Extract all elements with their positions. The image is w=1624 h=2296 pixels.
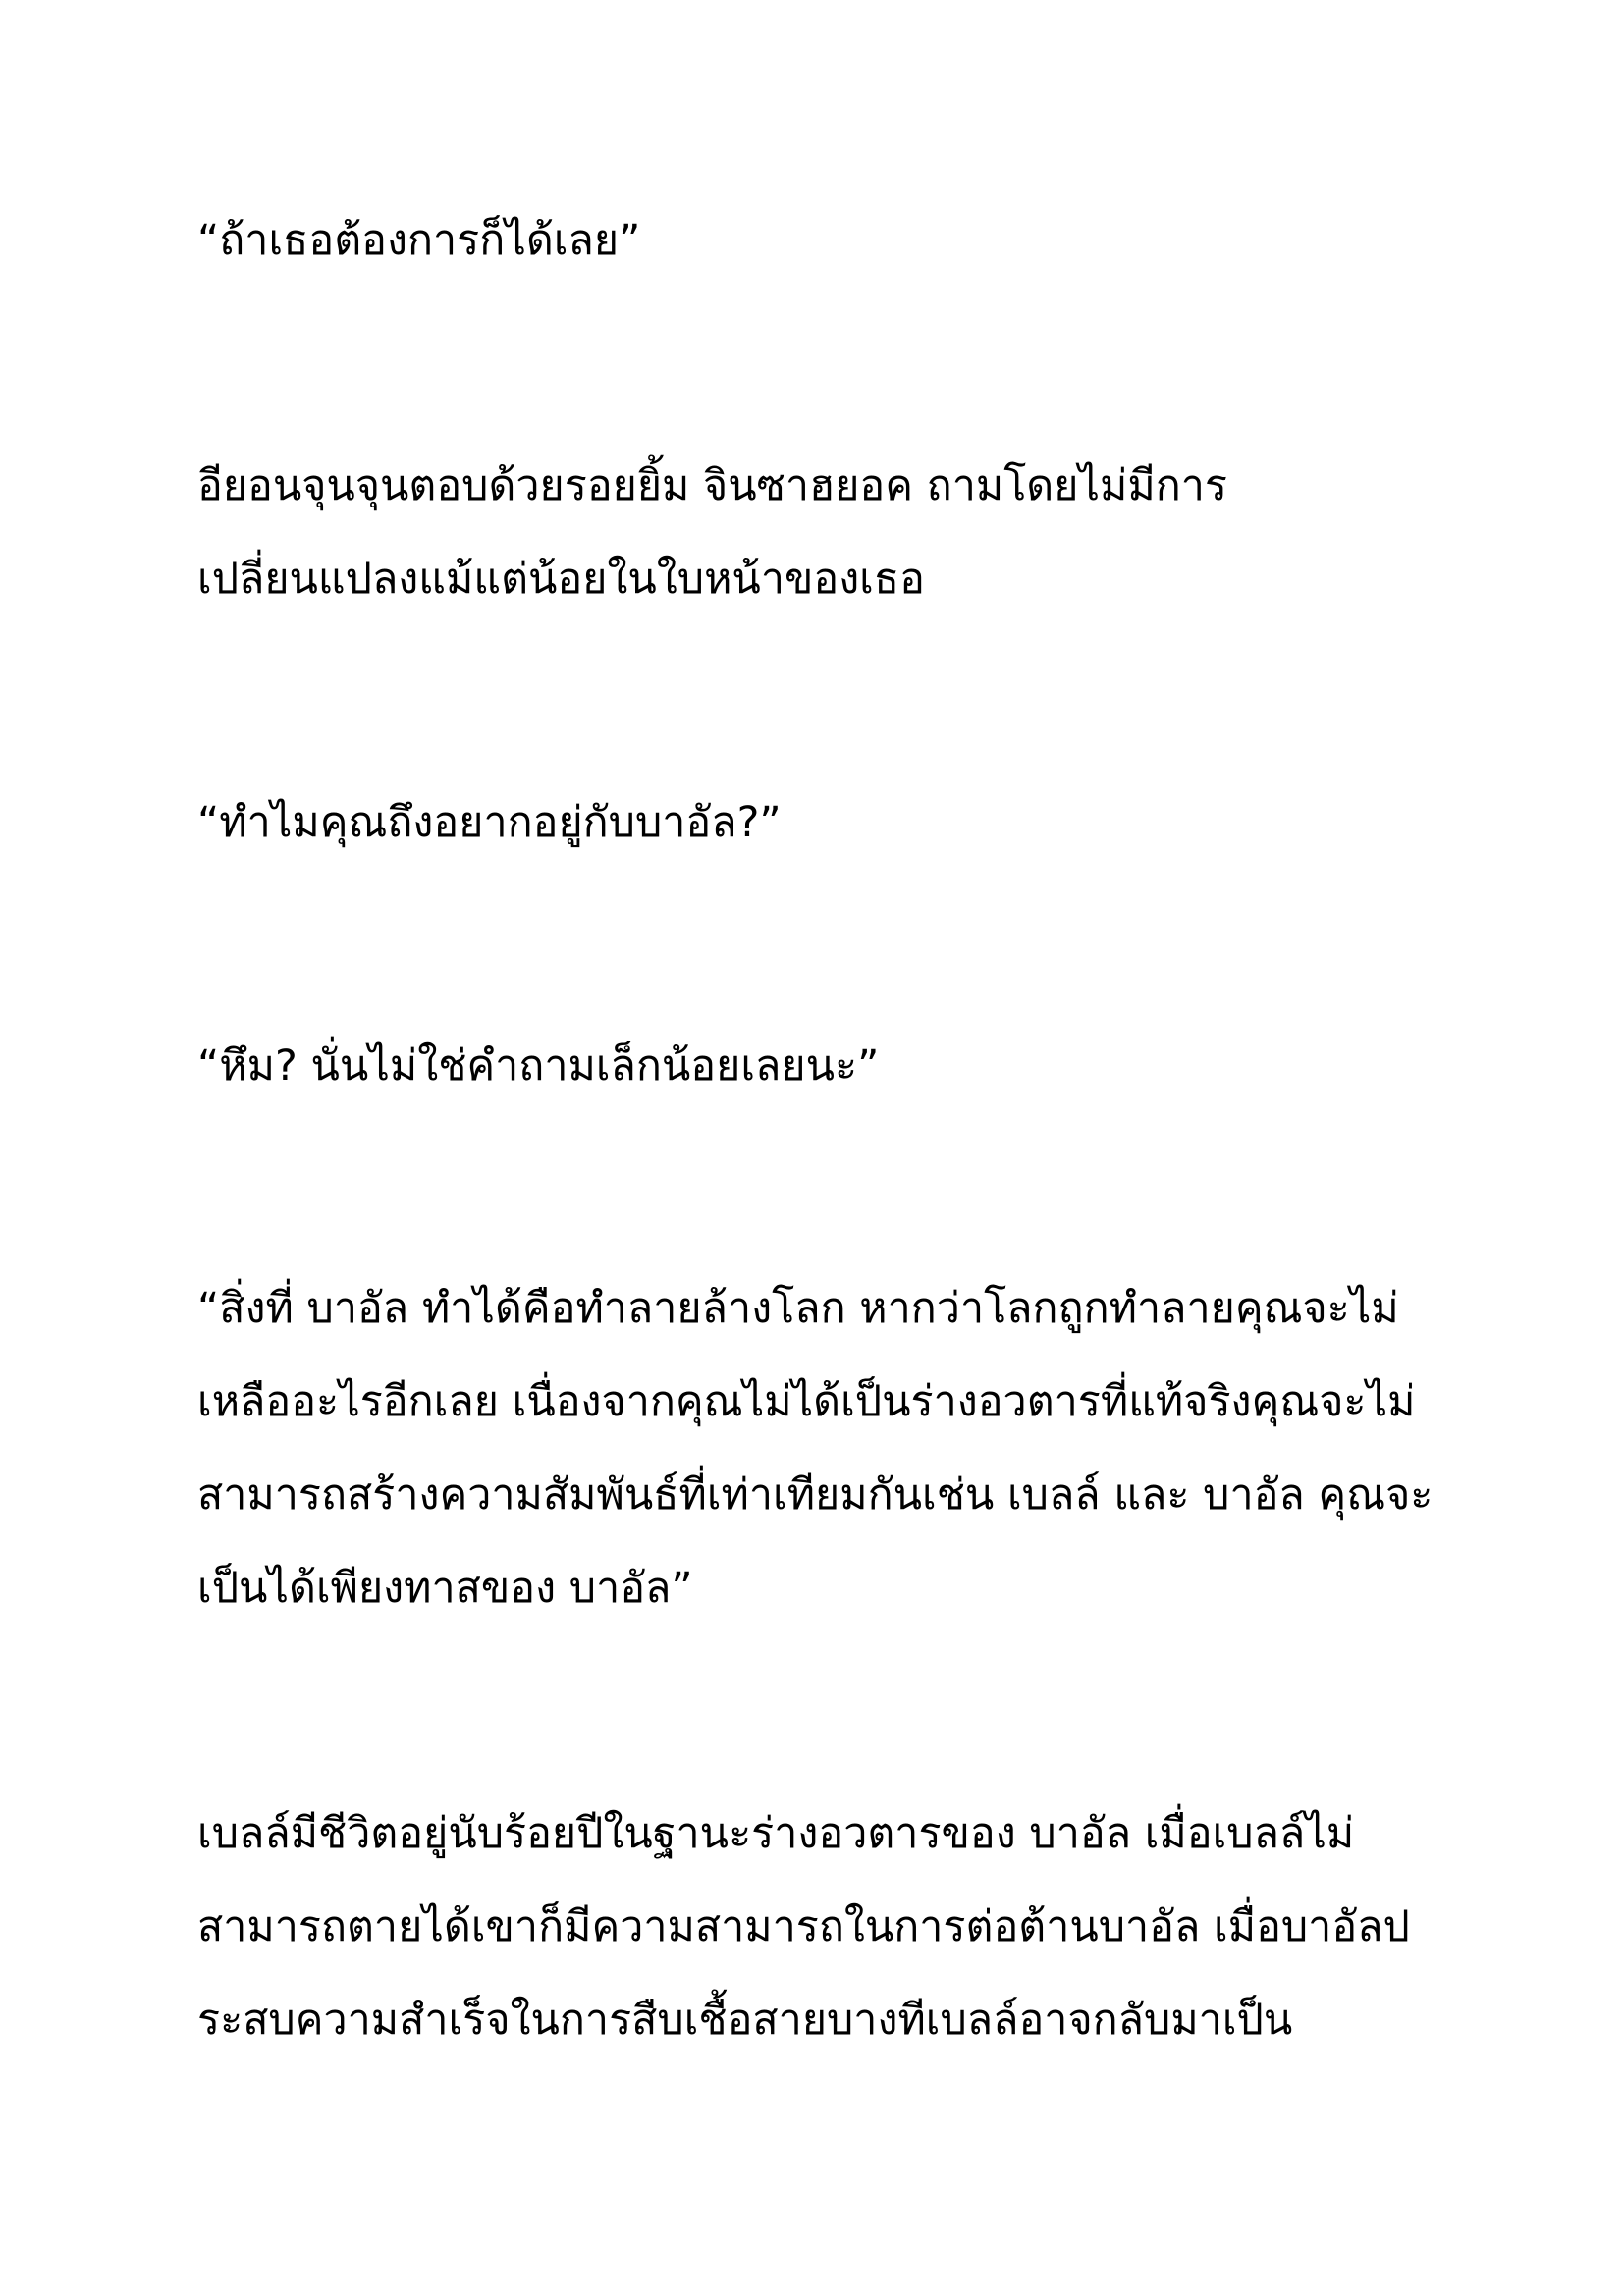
dialogue-line: เหลืออะไรอีกเลย เนื่องจากคุณไม่ได้เป็นร่างอวตารที่แท้จริงคุณจะไม่ — [197, 1377, 1416, 1426]
narration-line: เบลล์มีชีวิตอยู่นับร้อยปีในฐานะร่างอวตารของ บาอัล เมื่อเบลล์ไม่ — [197, 1809, 1355, 1858]
dialogue-line: เป็นได้เพียงทาสของ บาอัล” — [197, 1564, 693, 1613]
dialogue-line: “หึม? นั่นไม่ใช่คำถามเล็กน้อยเลยนะ” — [197, 1041, 880, 1091]
narration-line: เปลี่ยนแปลงแม้แต่น้อยในใบหน้าของเธอ — [197, 555, 925, 604]
narration-line: ระสบความสำเร็จในการสืบเชื้อสายบางทีเบลล์อาจกลับมาเป็น — [197, 1996, 1293, 2045]
dialogue-line: “สิ่งที่ บาอัล ทำได้คือทำลายล้างโลก หากว่าโลกถูกทำลายคุณจะไม่ — [197, 1284, 1399, 1333]
dialogue-line: “ถ้าเธอต้องการก็ได้เลย” — [197, 216, 641, 265]
dialogue-line: “ทำไมคุณถึงอยากอยู่กับบาอัล?” — [197, 798, 782, 847]
dialogue-line: สามารถสร้างความสัมพันธ์ที่เท่าเทียมกันเช่น เบลล์ และ บาอัล คุณจะ — [197, 1470, 1434, 1520]
narration-line: อียอนจุนจุนตอบด้วยรอยยิ้ม จินซาฮยอค ถามโดยไม่มีการ — [197, 461, 1228, 510]
narration-line: สามารถตายได้เขาก็มีความสามารถในการต่อต้านบาอัล เมื่อบาอัลป — [197, 1902, 1410, 1951]
